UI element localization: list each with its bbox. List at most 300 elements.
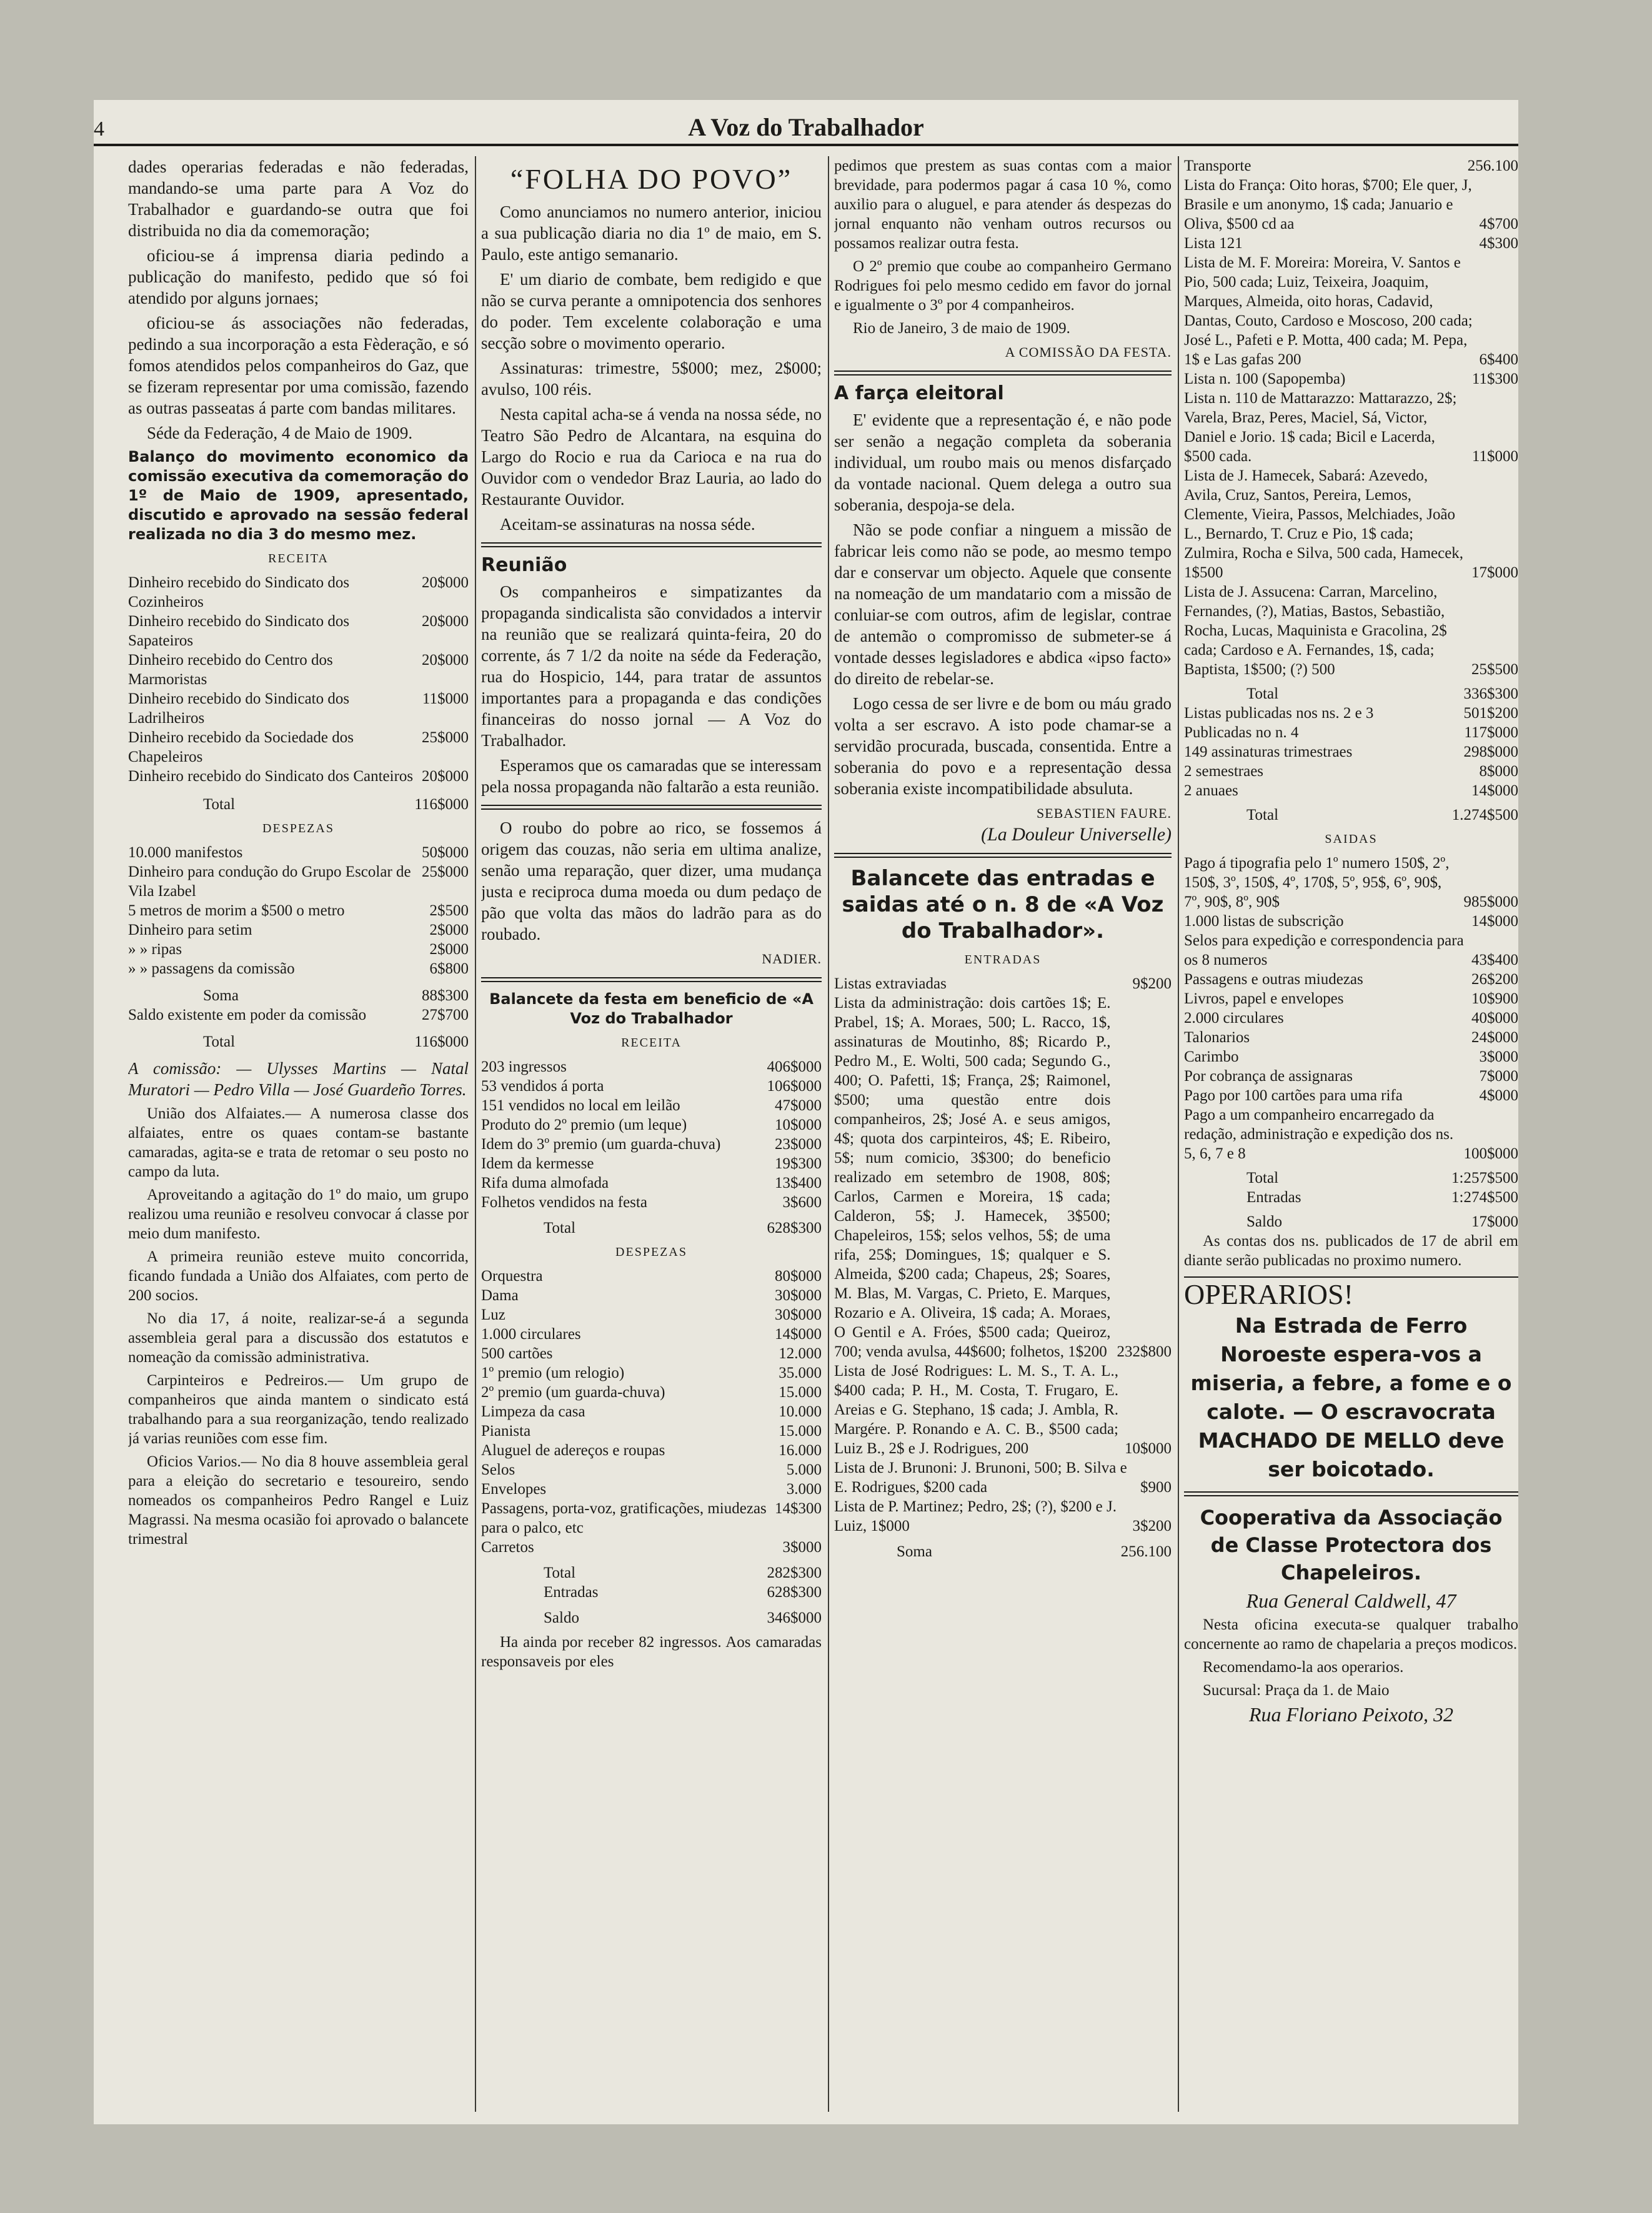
ledger-row: [481, 1077, 822, 1096]
paragraph: Nesta capital acha-se á venda na nossa séde, no Teatro São Pedro de Alcantara, na esquina do Largo do Rocio e rua da Carioca e na rua do Ouvidor com o vendedor Braz Lauria, ao lado do Restaurante Ouvidor.: [481, 405, 822, 509]
ledger-item: Transporte: [1184, 157, 1251, 174]
ledger-row: [481, 1193, 822, 1212]
ledger-value: 30$000: [775, 1306, 822, 1323]
ledger-item: Saldo: [544, 1609, 579, 1626]
ledger-row: [481, 1583, 822, 1602]
column-divider: [1178, 156, 1179, 2112]
ledger-row: [1184, 989, 1518, 1008]
ledger-item: Lista 121: [1184, 235, 1243, 252]
ledger-value: 12.000: [779, 1345, 822, 1362]
ledger-item: Lista de P. Martinez; Pedro, 2$; (?), $200 e J. Luiz, 1$000: [834, 1498, 1117, 1534]
ledger-value: 116$000: [414, 796, 469, 813]
ledger-row: [128, 940, 469, 959]
ledger-row: [481, 1383, 822, 1402]
ledger-item: » » passagens da comissão: [128, 960, 295, 977]
ledger-item: Lista de José Rodrigues: L. M. S., T. A. L., $400 cada; P. H., M. Costa, T. Frugaro, E. Areias e G. Stephano, 1$ cada; J. Ambla, R. Margére. P. Ronando e A. C. B., $500 cada; Luiz B., 2$ e J. Rodrigues, 200: [834, 1363, 1118, 1457]
ledger-value: 4$300: [1479, 235, 1518, 252]
receipts-list: [481, 1057, 822, 1238]
ledger-row: [128, 767, 469, 786]
committee-signature: A comissão: — Ulysses Martins — Natal Muratori — Pedro Villa — José Guardeño Torres.: [128, 1059, 469, 1099]
ledger-item: Dinheiro recebido do Sindicato dos Canteiros: [128, 768, 414, 785]
ledger-row: [128, 862, 469, 901]
column-1: [128, 156, 469, 2112]
ledger-item: Total: [203, 1033, 236, 1050]
paragraph: pedimos que prestem as suas contas com a maior brevidade, para podermos pagar á casa 10 %, como auxilio para o aluguel, e para atender ás despezas do jornal enquanto não venham outros recursos ou possamos realizar outra festa.: [834, 157, 1172, 252]
ledger-row: [1184, 234, 1518, 253]
ledger-value: 10$000: [1125, 1440, 1172, 1457]
ledger-value: 88$300: [422, 987, 469, 1004]
ledger-value: 628$300: [767, 1220, 822, 1236]
ledger-item: Dinheiro recebido do Sindicato dos Cozinheiros: [128, 574, 350, 610]
ledger-item: 1º premio (um relogio): [481, 1365, 625, 1381]
ledger-item: Lista n. 110 de Mattarazzo: Mattarazzo, 2$; Varela, Braz, Peres, Maciel, Sá, Victor, Daniel e Jorio. 1$ cada; Bicil e Lacerda, $500 cada.: [1184, 390, 1457, 465]
expenses-list: [1184, 853, 1518, 1231]
ledger-item: Idem do 3º premio (um guarda-chuva): [481, 1136, 721, 1153]
news-item: Oficios Varios.— No dia 8 houve assembleia geral para a eleição do secretario e tesoureiro, sendo nomeados os companheiros Pedro Rangel e Luiz Magrassi. Na mesma ocasião foi aprovado o balancete trimestral: [128, 1453, 469, 1548]
ledger-row: [481, 1538, 822, 1557]
section-label: SAIDAS: [1325, 832, 1378, 846]
ledger-row: [1184, 1008, 1518, 1028]
ledger-item: Aluguel de adereços e roupas: [481, 1442, 665, 1459]
ledger-item: Carimbo: [1184, 1048, 1239, 1065]
ledger-total: [481, 1608, 822, 1628]
ledger-total: [1184, 684, 1518, 704]
header-rule: [94, 144, 1518, 146]
ledger-value: 3.000: [786, 1481, 822, 1498]
ledger-value: 106$000: [767, 1078, 822, 1095]
newspaper-page: [94, 100, 1518, 2124]
ledger-value: 5.000: [786, 1461, 822, 1478]
ledger-item: Selos para expedição e correspondencia para os 8 numeros: [1184, 932, 1464, 968]
ledger-value: 15.000: [779, 1384, 822, 1401]
ledger-value: 47$000: [775, 1097, 822, 1114]
ledger-value: 25$000: [422, 863, 469, 880]
ledger-item: 5 metros de morim a $500 o metro: [128, 902, 345, 919]
ledger-value: 40$000: [1471, 1010, 1518, 1027]
ledger-item: Listas extraviadas: [834, 975, 947, 992]
ledger-total: [1184, 1168, 1518, 1188]
ledger-item: Envelopes: [481, 1481, 547, 1498]
ledger-value: 20$000: [422, 574, 469, 591]
ledger-value: 3$000: [1479, 1048, 1518, 1065]
paragraph: Esperamos que os camaradas que se interessam pela nossa propaganda não faltarão a esta reunião.: [481, 756, 822, 796]
ledger-value: 25$500: [1471, 661, 1518, 678]
ledger-value: 26$200: [1471, 971, 1518, 988]
ledger-row: [1184, 742, 1518, 762]
ledger-item: Rifa duma almofada: [481, 1175, 609, 1191]
ledger-item: Dama: [481, 1287, 519, 1304]
ad-headline: OPERARIOS!: [1184, 1278, 1353, 1310]
ledger-item: Dinheiro recebido do Centro dos Marmoristas: [128, 652, 333, 688]
ledger-item: Lista de J. Hamecek, Sabará: Azevedo, Avila, Cruz, Santos, Pereira, Lemos, Clemente, Vieira, Passos, Melchiades, João L., Bernardo, T. Cruz e Pio, 1$ cada; Zulmira, Rocha e Silva, 500 cada, Hamecek, 1$500: [1184, 467, 1464, 581]
ledger-value: 116$000: [414, 1033, 469, 1050]
page-number: 4: [94, 117, 104, 141]
ad-address: Rua General Caldwell, 47: [1246, 1589, 1456, 1612]
column-divider: [475, 156, 476, 2112]
ledger-item: Dinheiro recebido do Sindicato dos Sapateiros: [128, 613, 350, 649]
ledger-item: 10.000 manifestos: [128, 844, 243, 861]
ledger-row: [481, 1344, 822, 1363]
ledger-item: Idem da kermesse: [481, 1155, 594, 1172]
ledger-row: [481, 1479, 822, 1499]
ledger-row: [128, 843, 469, 862]
article-title: Reunião: [481, 554, 567, 576]
ledger-value: $900: [1140, 1479, 1172, 1496]
ledger-row: [128, 612, 469, 650]
ledger-row: [481, 1096, 822, 1115]
article-title: A farça eleitoral: [834, 382, 1004, 404]
ledger-row: [128, 728, 469, 767]
ledger-value: 985$000: [1463, 893, 1518, 910]
ledger-row: [128, 650, 469, 689]
ledger-item: Soma: [897, 1543, 932, 1560]
column-3: [834, 156, 1172, 2112]
paragraph: oficiou-se ás associações não federadas, pedindo a sua incorporação a esta Fèderação, e só fomos atendidos pelos companheiros do Gaz, que se fizeram representar por uma comissão, fazendo as outras passeatas á parte com bandas militares.: [128, 314, 469, 417]
ledger-value: 80$000: [775, 1268, 822, 1285]
ledger-row: [128, 959, 469, 978]
ledger-value: 7$000: [1479, 1068, 1518, 1085]
ledger-value: 20$000: [422, 613, 469, 630]
ledger-row: [1184, 781, 1518, 800]
section-rule: [1184, 1491, 1518, 1496]
ledger-row: [1184, 1188, 1518, 1207]
ledger-item: Pianista: [481, 1423, 531, 1440]
ledger-row: [834, 974, 1172, 993]
ledger-item: Produto do 2º premio (um leque): [481, 1116, 687, 1133]
ledger-row: [1184, 582, 1518, 679]
ledger-value: 8$000: [1479, 763, 1518, 780]
paragraph: Os companheiros e simpatizantes da propaganda sindicalista são convidados a intervir na reunião que se realizará quinta-feira, 20 do corrente, ás 7 1/2 da noite na séde da Federação, rua do Hospicio, 144, para tratar de assuntos importantes para a propaganda e das condições financeiras do nosso jornal — A Voz do Trabalhador.: [481, 582, 822, 750]
ledger-item: Luz: [481, 1306, 505, 1323]
ledger-row: [481, 1286, 822, 1305]
ledger-row: [128, 689, 469, 728]
balance-heading: Balanço do movimento economico da comissão executiva da comemoração do 1º de Maio de 1909, apresentado, discutido e aprovado na sessão federal realizada no dia 3 do mesmo mez.: [128, 448, 469, 543]
ledger-row: [834, 993, 1172, 1361]
ledger-item: 2.000 circulares: [1184, 1010, 1284, 1027]
ledger-item: Total: [544, 1220, 576, 1236]
ledger-item: » » ripas: [128, 941, 182, 958]
ledger-value: 100$000: [1463, 1145, 1518, 1162]
ledger-row: [1184, 762, 1518, 781]
author-signature: SEBASTIEN FAURE.: [1036, 805, 1172, 821]
ledger-value: 11$300: [1471, 370, 1518, 387]
article-title: “FOLHA DO POVO”: [510, 163, 793, 195]
ledger-item: Dinheiro para condução do Grupo Escolar de Vila Izabel: [128, 863, 411, 900]
ledger-item: Publicadas no n. 4: [1184, 724, 1299, 741]
ledger-value: 3$200: [1132, 1518, 1172, 1534]
ledger-item: Livros, papel e envelopes: [1184, 990, 1344, 1007]
paragraph: Recomendamo-la aos operarios.: [1203, 1659, 1404, 1676]
author-signature: NADIER.: [762, 951, 822, 967]
ledger-row: [481, 1173, 822, 1193]
ledger-item: Listas publicadas nos ns. 2 e 3: [1184, 705, 1374, 722]
ledger-value: 50$000: [422, 844, 469, 861]
ledger-value: 1:257$500: [1451, 1170, 1518, 1186]
ledger-value: 13$400: [775, 1175, 822, 1191]
ledger-row: [1184, 1105, 1518, 1163]
ledger-item: Dinheiro recebido da Sociedade dos Chapeleiros: [128, 729, 354, 765]
ledger-value: 20$000: [422, 652, 469, 669]
ledger-value: 336$300: [1463, 685, 1518, 702]
ledger-value: 25$000: [422, 729, 469, 746]
ledger-item: Entradas: [1246, 1189, 1301, 1206]
ledger-item: 2 semestraes: [1184, 763, 1264, 780]
ledger-row: [1184, 723, 1518, 742]
article-title: Balancete das entradas e saidas até o n. 8 de «A Voz do Trabalhador».: [842, 866, 1164, 943]
paragraph: Aceitam-se assinaturas na nossa séde.: [500, 515, 755, 534]
ledger-value: 14$300: [775, 1500, 822, 1517]
ledger-item: Lista do França: Oito horas, $700; Ele quer, J, Brasile e um anonymo, 1$ cada; Januario e Oliva, $500 cd aa: [1184, 177, 1472, 232]
ledger-item: Pago por 100 cartões para uma rifa: [1184, 1087, 1403, 1104]
ledger-value: 24$000: [1471, 1029, 1518, 1046]
ledger-value: 30$000: [775, 1287, 822, 1304]
column-divider: [828, 156, 829, 2112]
ledger-value: 14$000: [775, 1326, 822, 1343]
ledger-row: [481, 1421, 822, 1441]
paragraph: Assinaturas: trimestre, 5$000; mez, 2$000; avulso, 100 réis.: [481, 359, 822, 399]
ledger-total: [481, 1563, 822, 1583]
ledger-value: 19$300: [775, 1155, 822, 1172]
ledger-value: 1:274$500: [1451, 1189, 1518, 1206]
ledger-total: [481, 1218, 822, 1238]
ledger-row: [481, 1402, 822, 1421]
paragraph: O 2º premio que coube ao companheiro Germano Rodrigues foi pelo mesmo cedido em favor do jornal e igualmente o 3º por 4 companheiros.: [834, 258, 1172, 314]
ledger-value: 20$000: [422, 768, 469, 785]
source-citation: (La Douleur Universelle): [981, 824, 1172, 845]
balance-heading: Balancete da festa em beneficio de «A Voz do Trabalhador: [489, 990, 814, 1027]
ledger-value: 10$900: [1471, 990, 1518, 1007]
ledger-item: Lista de J. Brunoni: J. Brunoni, 500; B. Silva e E. Rodrigues, $200 cada: [834, 1460, 1127, 1496]
ledger-value: 17$000: [1471, 564, 1518, 581]
ledger-item: 1.000 circulares: [481, 1326, 581, 1343]
ledger-row: [481, 1057, 822, 1077]
ledger-value: 232$800: [1117, 1343, 1172, 1360]
ledger-row: [1184, 912, 1518, 931]
ledger-row: [128, 1005, 469, 1025]
ledger-value: 2$000: [429, 941, 469, 958]
entries-list: [834, 974, 1172, 1561]
ledger-value: 35.000: [779, 1365, 822, 1381]
ledger-row: [481, 1460, 822, 1479]
ledger-row: [481, 1154, 822, 1173]
ledger-row: [834, 1361, 1172, 1458]
paragraph: Séde da Federação, 4 de Maio de 1909.: [147, 424, 413, 442]
ledger-total: [128, 795, 469, 814]
ledger-value: 9$200: [1132, 975, 1172, 992]
ledger-row: [1184, 1086, 1518, 1105]
paragraph: A primeira reunião esteve muito concorrida, ficando fundada a União dos Alfaiates, com perto de 200 socios.: [128, 1248, 469, 1304]
ledger-row: [481, 1325, 822, 1344]
ledger-value: 3$000: [782, 1539, 822, 1556]
ledger-item: Saldo existente em poder da comissão: [128, 1007, 367, 1023]
ad-headline: Cooperativa da Associação de Classe Protectora dos Chapeleiros.: [1200, 1506, 1503, 1584]
ledger-item: Lista da administração: dois cartões 1$; E. Prabel, 1$; A. Moraes, 500; L. Racco, 1$, assinaturas de Moutinho, 8$; Ricardo P., Pedro M., E. Wolti, 500 cada; Segundo G., 400; O. Pafetti, 1$; França, 2$; Raimonel, $500; uma questão entre dois companheiros, 2$; José A. e seus amigos, 4$; quota dos carpinteiros, 4$; E. Ribeiro, 5$; num comicio, 3$300; do beneficio realizado em setembro de 1908, 80$; Carlos, Carmen e Moreira, 1$ cada; Calderon, 5$; J. Hamecek, 3$500; Chapeleiros, 15$; selos velhos, 5$; de uma rifa, 25$; Domingues, 1$; qualquer e S. Almeida, $200 cada; Chapeus, 2$; Soares, M. Blas, M. Vargas, C. Prieto, E. Marques, Rozario e A. Oliveira, 1$ cada; A. Moraes, O Gentil e A. Fróes, $500 cada; Queiroz, 700; venda avulsa, 44$600; folhetos, 1$200: [834, 995, 1111, 1360]
ledger-item: Talonarios: [1184, 1029, 1250, 1046]
ledger-item: Total: [1246, 685, 1279, 702]
paragraph: oficiou-se á imprensa diaria pedindo a publicação do manifesto, pedido que só foi atendido por alguns jornaes;: [128, 246, 469, 307]
ledger-item: 2º premio (um guarda-chuva): [481, 1384, 665, 1401]
ledger-item: Saldo: [1246, 1213, 1282, 1230]
section-label: RECEITA: [268, 552, 329, 565]
ledger-item: Entradas: [544, 1584, 599, 1601]
ledger-row: [1184, 156, 1518, 176]
paragraph: dades operarias federadas e não federadas, mandando-se uma parte para A Voz do Trabalhador e guardando-se outra que foi distribuida no dia da comemoração;: [128, 157, 469, 240]
author-signature: A COMISSÃO DA FESTA.: [1005, 344, 1172, 360]
ledger-item: 500 cartões: [481, 1345, 553, 1362]
ledger-item: Pago a um companheiro encarregado da redação, administração e expedição dos ns. 5, 6, 7 e 8: [1184, 1106, 1454, 1162]
ledger-row: [481, 1135, 822, 1154]
ledger-item: Passagens, porta-voz, gratificações, miudezas para o palco, etc: [481, 1500, 767, 1536]
ledger-row: [481, 1441, 822, 1460]
ledger-value: 298$000: [1463, 743, 1518, 760]
ledger-value: 14$000: [1471, 913, 1518, 930]
ledger-item: 53 vendidos á porta: [481, 1078, 604, 1095]
ledger-item: 1.000 listas de subscrição: [1184, 913, 1344, 930]
ledger-row: [481, 1499, 822, 1538]
ledger-item: 149 assinaturas trimestraes: [1184, 743, 1353, 760]
receipts-list: [128, 573, 469, 814]
ledger-value: 406$000: [767, 1058, 822, 1075]
ledger-value: 4$700: [1479, 216, 1518, 232]
ledger-value: 6$800: [429, 960, 469, 977]
section-label: DESPEZAS: [262, 822, 334, 835]
section-label: RECEITA: [621, 1036, 682, 1050]
ledger-value: 14$000: [1471, 782, 1518, 799]
paragraph: Ha ainda por receber 82 ingressos. Aos camaradas responsaveis por eles: [481, 1634, 822, 1670]
paragraph: Sucursal: Praça da 1. de Maio: [1203, 1682, 1390, 1699]
ledger-item: Total: [544, 1564, 576, 1581]
ledger-row: [1184, 389, 1518, 466]
paragraph: As contas dos ns. publicados de 17 de abril em diante serão publicadas no proximo numero.: [1184, 1233, 1518, 1269]
ledger-value: 4$000: [1479, 1087, 1518, 1104]
ledger-row: [834, 1497, 1172, 1536]
ledger-item: Total: [1246, 807, 1279, 823]
ledger-item: 2 anuaes: [1184, 782, 1238, 799]
ledger-value: 11$000: [422, 690, 469, 707]
ledger-row: [1184, 1028, 1518, 1047]
ledger-value: 43$400: [1471, 952, 1518, 968]
ledger-value: 2$500: [429, 902, 469, 919]
masthead-title: A Voz do Trabalhador: [688, 113, 924, 141]
ledger-value: 16.000: [779, 1442, 822, 1459]
section-rule: [834, 370, 1172, 375]
ledger-value: 501$200: [1463, 705, 1518, 722]
ledger-item: 203 ingressos: [481, 1058, 567, 1075]
ledger-item: Dinheiro para setim: [128, 922, 252, 938]
ledger-row: [1184, 970, 1518, 989]
section-label: ENTRADAS: [964, 953, 1042, 967]
ledger-value: 256.100: [1120, 1543, 1172, 1560]
paragraph: Nesta oficina executa-se qualquer trabalho concernente ao ramo de chapelaria a preços modicos.: [1184, 1616, 1518, 1653]
expenses-list: [128, 843, 469, 1052]
ledger-value: 6$400: [1479, 351, 1518, 368]
section-rule: [1184, 1276, 1518, 1278]
page-header: [94, 112, 1518, 150]
ledger-row: [481, 1305, 822, 1325]
ledger-row: [1184, 176, 1518, 234]
ledger-item: Lista de M. F. Moreira: Moreira, V. Santos e Pio, 500 cada; Luiz, Teixeira, Joaquim, Marques, Almeida, oito horas, Cadavid, Dantas, Couto, Cardoso e Moscoso, 200 cada; José L., Pafeti e P. Motta, 400 cada; M. Pepa, 1$ e Las gafas 200: [1184, 254, 1473, 368]
ledger-item: Pago á tipografia pelo 1º numero 150$, 2º, 150$, 3º, 150$, 4º, 170$, 5º, 95$, 6º, 90$, 7º, 90$, 8º, 90$: [1184, 855, 1450, 910]
ledger-row: [1184, 853, 1518, 912]
ledger-total: [1184, 1212, 1518, 1231]
ledger-total: [834, 1542, 1172, 1561]
entries-list: [1184, 156, 1518, 825]
ledger-total: [128, 1032, 469, 1052]
ledger-item: Selos: [481, 1461, 515, 1478]
ledger-item: Por cobrança de assignaras: [1184, 1068, 1353, 1085]
paragraph: No dia 17, á noite, realizar-se-á a segunda assembleia geral para a discussão dos estatutos e nomeação da comissão administrativa.: [128, 1310, 469, 1366]
expenses-list: [481, 1266, 822, 1628]
ledger-row: [481, 1363, 822, 1383]
section-rule: [481, 805, 822, 810]
ledger-value: 10.000: [779, 1403, 822, 1420]
ledger-total: [1184, 805, 1518, 825]
ledger-row: [1184, 931, 1518, 970]
ledger-row: [128, 573, 469, 612]
section-rule: [834, 853, 1172, 858]
paragraph: E' evidente que a representação é, e não pode ser senão a negação completa da soberania individual, um roubo mais ou menos disfarçado da vontade nacional. Quem delega a outro sua soberania, despoja-se dela.: [834, 410, 1172, 514]
ledger-item: Carretos: [481, 1539, 534, 1556]
ad-address: Rua Floriano Peixoto, 32: [1248, 1703, 1454, 1726]
news-item: União dos Alfaiates.— A numerosa classe dos alfaiates, entre os quaes contam-se bastante camaradas, agita-se e trata de retomar o seu posto no campo da luta.: [128, 1105, 469, 1180]
ledger-value: 1.274$500: [1451, 807, 1518, 823]
ledger-item: 151 vendidos no local em leilão: [481, 1097, 680, 1114]
ledger-item: Lista de J. Assucena: Carran, Marcelino, Fernandes, (?), Matias, Bastos, Sebastião, Rocha, Lucas, Maquinista e Gracolina, 2$ cada; Cardoso e A. Fernandes, 1$, cada; Baptista, 1$500; (?) 500: [1184, 584, 1447, 678]
paragraph: Aproveitando a agitação do 1º do maio, um grupo realizou uma reunião e resolveu convocar á classe por meio dum manifesto.: [128, 1186, 469, 1242]
ledger-value: 3$600: [782, 1194, 822, 1211]
ledger-value: 27$700: [422, 1007, 469, 1023]
ledger-item: Total: [203, 796, 236, 813]
ledger-value: 11$000: [1471, 448, 1518, 465]
ledger-total: [128, 986, 469, 1005]
section-rule: [481, 542, 822, 547]
column-2: [481, 156, 822, 2112]
paragraph: Rio de Janeiro, 3 de maio de 1909.: [853, 320, 1070, 337]
section-rule: [481, 977, 822, 982]
ledger-row: [481, 1115, 822, 1135]
ledger-value: 23$000: [775, 1136, 822, 1153]
ledger-value: 2$000: [429, 922, 469, 938]
news-item: Carpinteiros e Pedreiros.— Um grupo de companheiros que ainda mantem o sindicato está trabalhando para a sua reorganização, tendo realizado já varias reuniões com esse fim.: [128, 1372, 469, 1447]
column-4: [1184, 156, 1518, 2112]
paragraph: Como anunciamos no numero anterior, iniciou a sua publicação diaria no dia 1º de maio, em S. Paulo, este antigo semanario.: [481, 202, 822, 264]
ledger-item: Limpeza da casa: [481, 1403, 585, 1420]
ledger-row: [1184, 466, 1518, 582]
ledger-row: [1184, 1047, 1518, 1067]
ledger-item: Total: [1246, 1170, 1279, 1186]
paragraph: Não se pode confiar a ninguem a missão de fabricar leis como não se pode, ao mesmo tempo dar e conservar um objecto. Aquele que consente na nomeação de um mandatario com a missão de conluiar-se com outros, afim de legislar, contrae de antemão o compromisso de submeter-se á vontade desses legisladores e abdica «ipso facto» do direito de rebelar-se.: [834, 520, 1172, 688]
ledger-value: 628$300: [767, 1584, 822, 1601]
boycott-notice: Na Estrada de Ferro Noroeste espera-vos a miseria, a febre, a fome e o calote. — O escravocrata MACHADO DE MELLO deve ser boicotado.: [1190, 1313, 1512, 1481]
ledger-row: [1184, 369, 1518, 389]
ledger-item: Folhetos vendidos na festa: [481, 1194, 647, 1211]
ledger-value: 346$000: [767, 1609, 822, 1626]
ledger-row: [1184, 1067, 1518, 1086]
ledger-item: Soma: [203, 987, 239, 1004]
ledger-value: 282$300: [767, 1564, 822, 1581]
ledger-value: 117$000: [1464, 724, 1518, 741]
ledger-value: 15.000: [779, 1423, 822, 1440]
ledger-value: 10$000: [775, 1116, 822, 1133]
paragraph: O roubo do pobre ao rico, se fossemos á origem das couzas, não seria em ultima analize, senão uma reparação, quer dizer, uma mudança justa e reciproca duma moeda ou dum pedaço de pão que volta das mãos do ladrão para as do roubado.: [481, 818, 822, 943]
ledger-row: [481, 1266, 822, 1286]
ledger-item: Orquestra: [481, 1268, 543, 1285]
section-label: DESPEZAS: [615, 1245, 687, 1259]
ledger-item: Dinheiro recebido do Sindicato dos Ladrilheiros: [128, 690, 350, 727]
paragraph: E' um diario de combate, bem redigido e que não se curva perante a omnipotencia dos senhores do poder. Tem excelente colaboração e uma secção sobre o movimento operario.: [481, 270, 822, 352]
ledger-item: Lista n. 100 (Sapopemba): [1184, 370, 1346, 387]
ledger-row: [128, 920, 469, 940]
